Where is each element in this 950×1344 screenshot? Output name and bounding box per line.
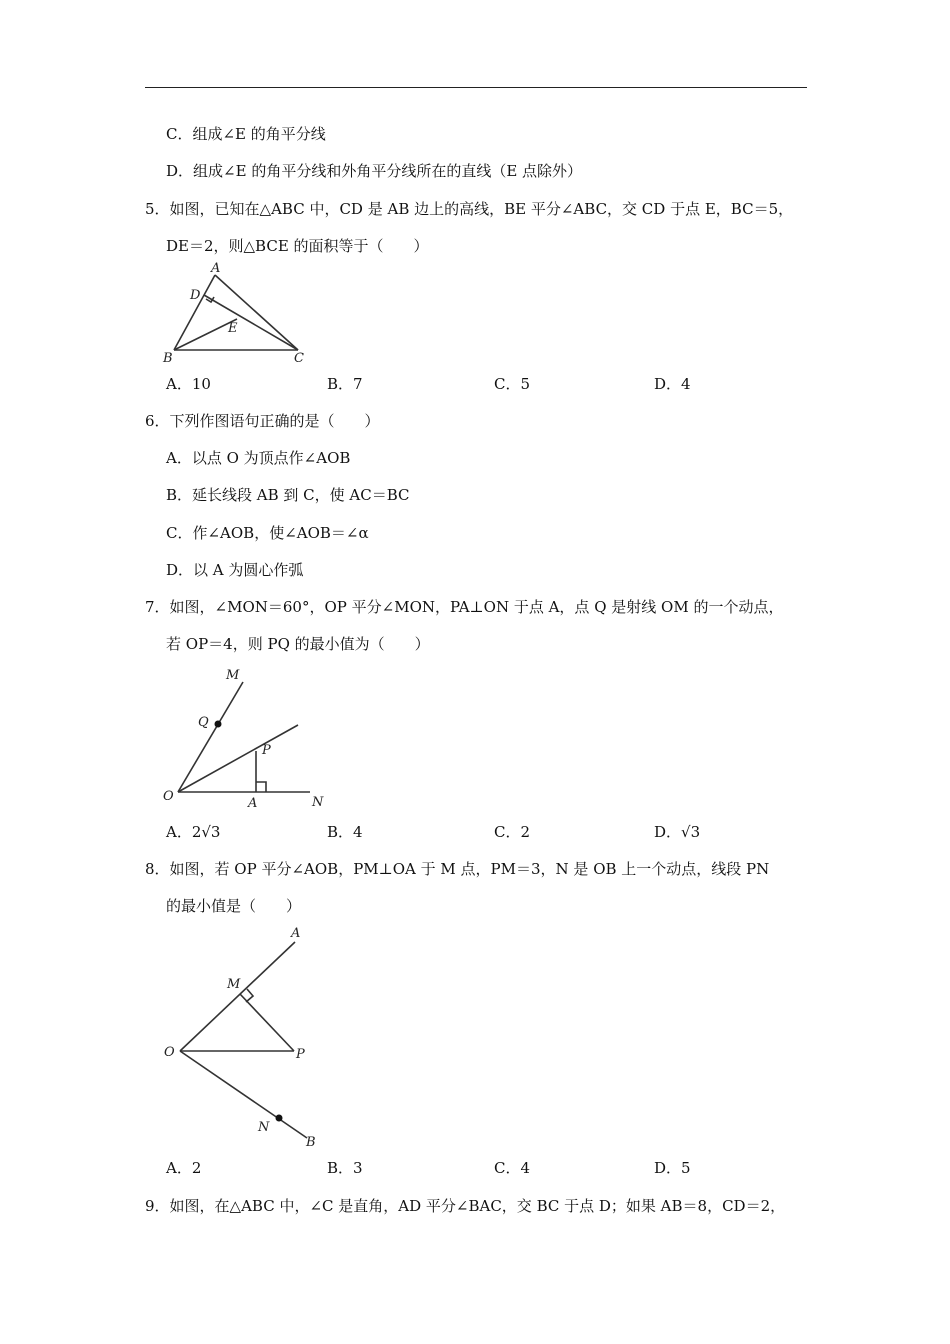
q8-label-m: M: [227, 977, 241, 992]
q5-option-c: C．5: [494, 375, 531, 393]
q7-option-a: A．2√3: [166, 823, 221, 841]
q8-label-a: A: [291, 926, 301, 941]
q8-perpendicular-pm: [240, 994, 294, 1051]
q9-stem-line1: 9．如图，在△ABC 中，∠C 是直角，AD 平分∠BAC，交 BC 于点 D；如果 AB＝8，CD＝2，: [145, 1197, 786, 1215]
q6-option-b: B．延长线段 AB 到 C，使 AC＝BC: [166, 486, 410, 504]
header-rule: [145, 87, 807, 88]
q8-angle-figure: [160, 920, 330, 1150]
q4-option-c: C．组成∠E 的角平分线: [166, 125, 326, 143]
q5-option-b: B．7: [327, 375, 363, 393]
q8-stem-line2: 的最小值是（ ）: [166, 897, 302, 915]
q7-label-p: P: [262, 743, 271, 758]
q5-stem-line1: 5．如图，已知在△ABC 中，CD 是 AB 边上的高线，BE 平分∠ABC，交 CD 于点 E，BC＝5，: [145, 200, 794, 218]
q5-label-e: E: [228, 321, 238, 336]
q5-triangle-figure: [160, 260, 320, 370]
q7-option-d: D．√3: [654, 823, 701, 841]
q8-label-o: O: [164, 1045, 175, 1060]
q5-side-ab: [174, 275, 215, 350]
q7-ray-om: [178, 682, 243, 792]
q7-stem-line1: 7．如图，∠MON＝60°，OP 平分∠MON，PA⊥ON 于点 A，点 Q 是射线 OM 的一个动点，: [145, 598, 784, 616]
q8-option-c: C．4: [494, 1159, 531, 1177]
q4-option-d: D．组成∠E 的角平分线和外角平分线所在的直线（E 点除外）: [166, 162, 583, 180]
q7-angle-figure: [160, 662, 335, 812]
q7-label-n: N: [312, 795, 324, 810]
q8-label-n: N: [258, 1120, 270, 1135]
q6-stem: 6．下列作图语句正确的是（ ）: [145, 412, 380, 430]
q7-bisector-op: [178, 725, 298, 792]
q5-label-d: D: [190, 288, 201, 303]
q7-option-c: C．2: [494, 823, 531, 841]
q6-option-c: C．作∠AOB，使∠AOB＝∠α: [166, 524, 369, 542]
q8-label-p: P: [296, 1047, 305, 1062]
q5-altitude-cd: [204, 295, 298, 350]
q6-option-a: A．以点 O 为顶点作∠AOB: [166, 449, 351, 467]
q8-option-b: B．3: [327, 1159, 363, 1177]
q5-label-b: B: [163, 351, 173, 366]
q8-point-n: [276, 1115, 283, 1122]
q5-label-c: C: [294, 351, 304, 366]
q5-option-d: D．4: [654, 375, 691, 393]
q7-option-b: B．4: [327, 823, 363, 841]
q8-stem-line1: 8．如图，若 OP 平分∠AOB，PM⊥OA 于 M 点，PM＝3，N 是 OB 上一个动点，线段 PN: [145, 860, 770, 878]
q8-ray-ob: [180, 1051, 307, 1138]
q8-option-d: D．5: [654, 1159, 691, 1177]
q8-label-b: B: [306, 1135, 316, 1150]
q7-label-o: O: [163, 789, 174, 804]
q7-label-q: Q: [198, 715, 209, 730]
q6-option-d: D．以 A 为圆心作弧: [166, 561, 304, 579]
q5-stem-line2: DE＝2，则△BCE 的面积等于（ ）: [166, 237, 429, 255]
q8-right-angle-mark: [246, 989, 253, 1002]
q8-option-a: A．2: [166, 1159, 202, 1177]
q7-point-q: [215, 721, 222, 728]
q7-stem-line2: 若 OP＝4，则 PQ 的最小值为（ ）: [166, 635, 430, 653]
q5-option-a: A．10: [166, 375, 211, 393]
q7-label-m: M: [226, 668, 240, 683]
q5-side-ac: [215, 275, 298, 350]
q7-right-angle-mark: [256, 782, 266, 792]
q5-label-a: A: [211, 261, 221, 276]
q7-label-a: A: [248, 796, 258, 811]
